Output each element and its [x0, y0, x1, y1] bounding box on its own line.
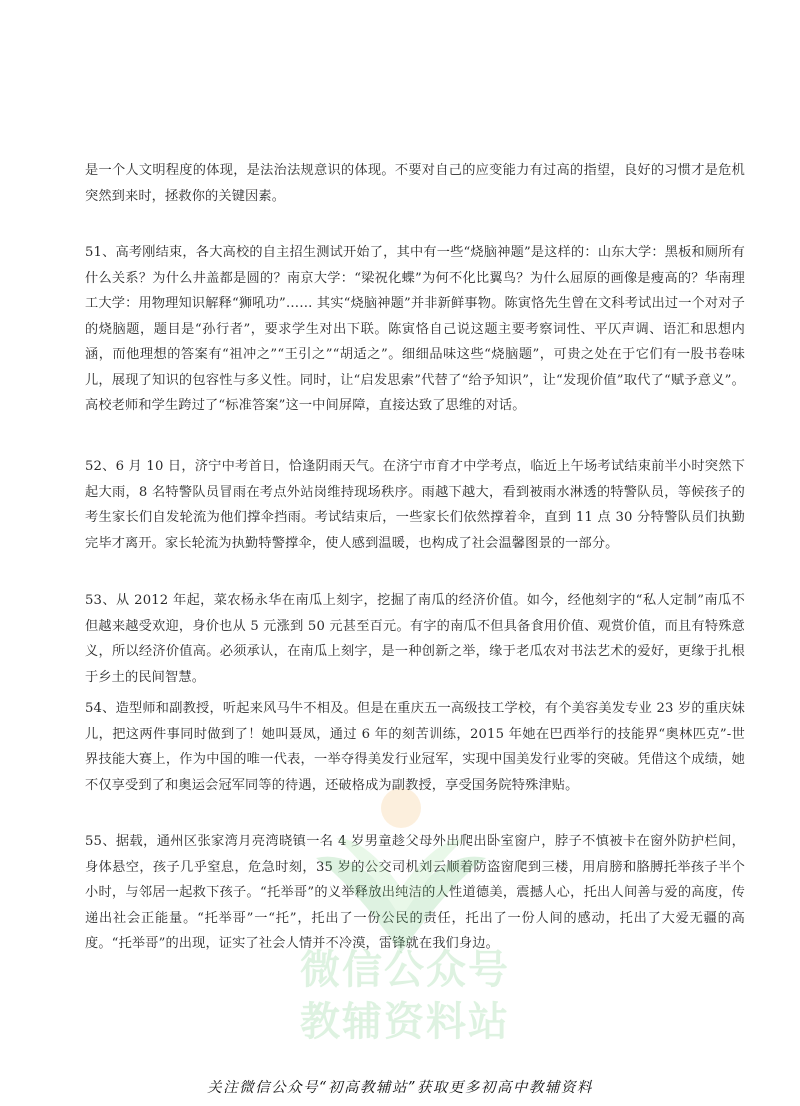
paragraph-continued: 是一个人文明程度的体现，是法治法规意识的体现。不要对自己的应变能力有过高的指望，良好的习惯才是危机突然到来时，拯救你的关键因素。: [85, 163, 745, 204]
paragraph-54: 54、造型师和副教授，听起来风马牛不相及。但是在重庆五一高级技工学校，有个美容美发专业 23 岁的重庆妹儿，把这两件事同时做到了！她叫聂凤，通过 6 年的刻苦训练，2015 年她在巴西举行的技能界“奥林匹克”-世界技能大赛上，作为中国的唯一代表，一举夺得美发行业冠军，实现中国美发行业零的突破。凭借这个成绩，她不仅享受到了和奥运会冠军同等的待遇，还破格成为副教授，享受国务院特殊津贴。: [85, 701, 745, 793]
paragraph-53: 53、从 2012 年起，菜农杨永华在南瓜上刻字，挖掘了南瓜的经济价值。如今，经他刻字的“私人定制”南瓜不但越来越受欢迎，身价也从 5 元涨到 50 元甚至百元。有字的南瓜不但具备食用价值、观赏价值，而且有特殊意义，所以经济价值高。必须承认，在南瓜上刻字，是一种创新之举，缘于老瓜农对书法艺术的爱好，更缘于扎根于乡土的民间智慧。: [85, 593, 745, 685]
paragraph-52: 52、6 月 10 日，济宁中考首日，恰逢阴雨天气。在济宁市育才中学考点，临近上午场考试结束前半小时突然下起大雨，8 名特警队员冒雨在考点外站岗维持现场秩序。雨越下越大，看到被雨水淋透的特警队员，等候孩子的考生家长们自发轮流为他们撑伞挡雨。考试结束后，一些家长们依然撑着伞，直到 11 点 30 分特警队员们执勤完毕才离开。家长轮流为执勤特警撑伞，使人感到温暖，也构成了社会温馨图景的一部分。: [85, 459, 745, 551]
paragraph-55: 55、据载，通州区张家湾月亮湾晓镇一名 4 岁男童趁父母外出爬出卧室窗户，脖子不慎被卡在窗外防护栏间，身体悬空，孩子几乎窒息，危急时刻，35 岁的公交司机刘云顺着防盗窗爬到三楼，用肩膀和胳膊托举孩子半个小时，与邻居一起救下孩子。“托举哥”的义举释放出纯洁的人性道德美，震撼人心，托出人间善与爱的高度，传递出社会正能量。“托举哥”一“托”，托出了一份公民的责任，托出了一份人间的感动，托出了大爱无疆的高度。“托举哥”的出现，证实了社会人情并不冷漠，雷锋就在我们身边。: [85, 834, 745, 951]
page-footer: 关注微信公众号“初高教辅站”获取更多初高中教辅资料: [207, 1080, 593, 1096]
watermark-text-line1: 微信公众号: [300, 947, 510, 993]
paragraph-51: 51、高考刚结束，各大高校的自主招生测试开始了，其中有一些“烧脑神题”是这样的：山东大学：黑板和厕所有什么关系？为什么井盖都是圆的？南京大学：“梁祝化蝶”为何不化比翼鸟？为什么屈原的画像是瘦高的？华南理工大学：用物理知识解释“狮吼功”…… 其实“烧脑神题”并非新鲜事物。陈寅恪先生曾在文科考试出过一个对对子的烧脑题，题目是“孙行者”，要求学生对出下联。陈寅恪自己说这题主要考察词性、平仄声调、语汇和思想内涵，而他理想的答案有“祖冲之”“王引之”“胡适之”。细细品味这些“烧脑题”，可贵之处在于它们有一股书卷味儿，展现了知识的包容性与多义性。同时，让“启发思索”代替了“给予知识”，让“发现价值”取代了“赋予意义”。高校老师和学生跨过了“标准答案”这一中间屏障，直接达致了思维的对话。: [85, 245, 745, 413]
watermark-text-line2: 教辅资料站: [300, 999, 510, 1045]
